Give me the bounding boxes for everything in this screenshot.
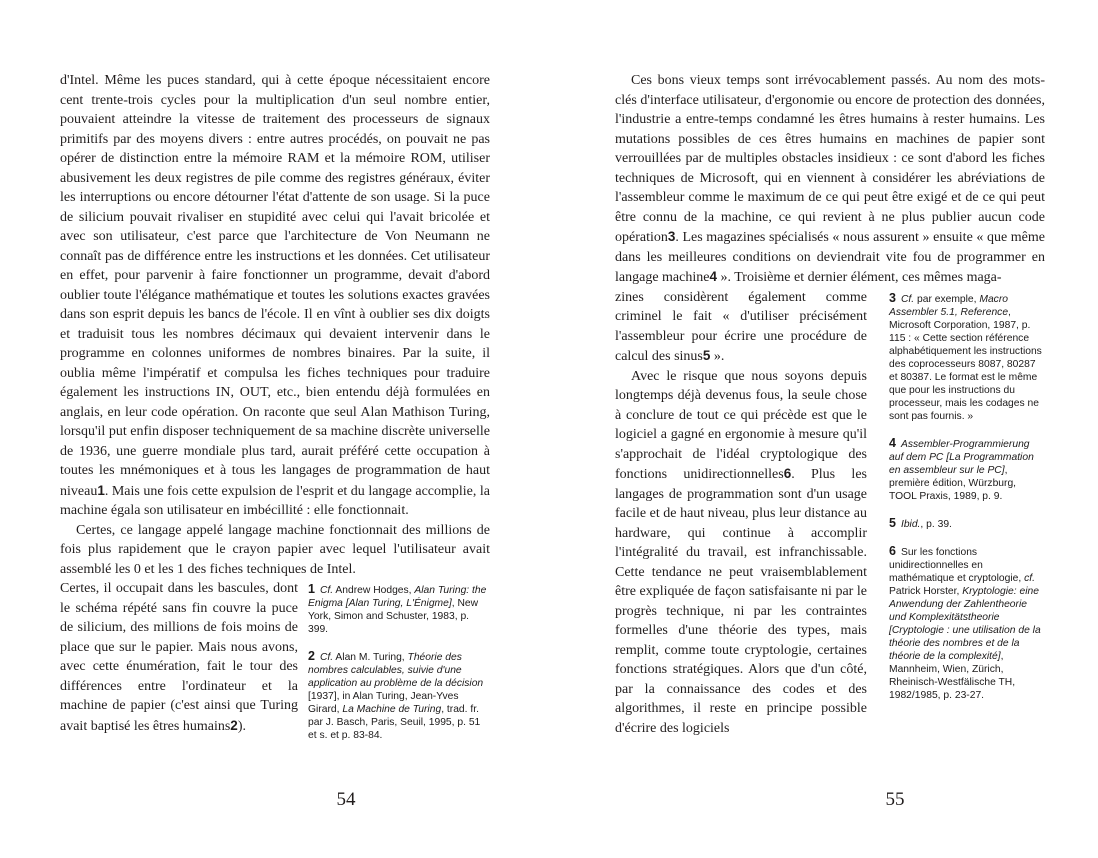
text-and-footnotes-row [615,288,1045,739]
page-55-text-block [615,71,1045,738]
footnote-5 [889,517,1045,531]
text-segment: , p. 39. [920,518,952,530]
text-segment: zines considèrent également comme criminel le fait « d'utiliser précisément l'assembleur pour écrire une procédure de calcul des sinus [615,289,867,364]
footnote-reference-marker: 4 [709,269,717,284]
text-and-footnotes-row [60,579,490,742]
footnote-reference-marker: 5 [702,348,711,363]
footnote-number: 2 [308,649,315,663]
text-segment: Ibid. [900,518,921,530]
footnotes-column [889,288,1045,702]
text-segment: par exemple, [914,293,980,305]
text-segment: , trad. fr. par J. Basch, Paris, Seuil, 1995, p. 51 et s. et p. 83-84. [308,704,481,741]
footnote-number: 1 [308,582,315,596]
text-segment: Alan Turing: the Enigma [Alan Turing, L'Énigme] [308,585,487,609]
text-segment: ». [710,349,725,364]
text-segment: La Machine de Turing [342,704,442,715]
footnote-reference-marker: 1 [97,482,105,498]
footnote-number: 3 [889,290,896,305]
footnote-number: 5 [889,515,896,530]
footnote-number: 6 [889,543,896,558]
footnote-3 [889,292,1045,423]
footnotes-column [308,579,490,742]
text-segment: , Mannheim, Wien, Zürich, Rheinisch-Westfälische TH, 1982/1985, p. 23-27. [889,650,1016,701]
footnote-6 [889,545,1045,702]
text-segment: Avec le risque que nous soyons depuis longtemps déjà devenus fous, la seule chose à conclure de tout ce qui précède est que le logiciel a gagné en ergonomie à mesure qu'il s'approchait de l'idéal cryptologique des fonctions unidirectionnelles [615,368,867,482]
paragraph-continuation [615,288,867,367]
text-segment: , Microsoft Corporation, 1987, p. 115 : « Cette section référence alphabétiquement les instructions des coprocesseurs 8087, 80287 et 80387. Le format est le même que pour les instructions du processeur, mais les codages ne sont pas fournis. » [889,306,1042,422]
text-segment: Théorie des nombres calculables, suivie d'une application au problème de la décision [308,652,484,689]
text-segment: Assembler-Programmierung auf dem PC [La Programmation en assembleur sur le PC] [889,438,1034,476]
footnote-1 [308,583,490,636]
footnote-reference-marker: 2 [230,717,238,733]
text-segment: Patrick Horster, [889,585,963,597]
text-segment: . Les magazines spécialisés « nous assurent » ensuite « que même dans les meilleures conditions on deviendrait vite fou de programmer en langage machine [615,230,1045,285]
narrow-text-column [615,288,867,739]
text-segment: . Plus les langages de programmation sont d'un usage facile et de haut niveau, plus leur distance au hardware, qui continue à accomplir l'intégralité du travail, est infranchissable. Cette tendance ne peut vraisemblablement être expliquée de façon satisfaisante ni par le progrès technique, ni par les contraintes formelles d'une théorie des types, mais remplit, comme toute cryptologie, certaines fonctions stratégiques. Alors que d'un côté, par la connaissance des codes et des algorithmes, il reste en principe possible d'écrire des logiciels [615,467,867,736]
paragraph [60,521,490,580]
paragraph-continuation [60,579,298,736]
text-segment: d'Intel. Même les puces standard, qui à cette époque nécessitaient encore cent trente-trois cycles pour la multiplication d'un seul nombre entier, pouvaient atteindre la vitesse de traitement des processeurs de signaux primitifs par des moyens divers : entre autres procédés, on pouvait ne pas opérer de distinction entre la mémoire RAM et la mémoire ROM, utiliser abusivement les deux registres de pile comme des registres généraux, éviter les interruptions ou encore détourner l'état d'attente de son usage. Si la puce de silicium pouvait rivaliser en stupidité avec celui qui l'avait bricolée et avec son utilisateur, c'est parce que l'architecture de Von Neumann ne connaît pas de différence entre les instructions et les données. Cet utilisateur en effet, pour parvenir à faire fonctionner un programme, devait d'abord oublier toute l'élégance mathématique et toutes les solutions exactes gravées dans son esprit depuis les bancs de l'école. Il en vînt à oublier ses dix doigts et traduisit tous les nombres décimaux qui devaient intervenir dans le programme en colonnes uniformes de nombres binaires. Par la suite, il oublia même l'impératif et compulsa les fiches techniques pour traduire également les instructions IN, OUT, etc., bien entendu déjà formulées en anglais, en leur code opération. On raconte que seul Alan Mathison Turing, lorsqu'il put enfin disposer techniquement de sa machine discrète universelle de 1936, une guerre mondiale plus tard, aurait préféré cette occupation à toutes les mnémoniques et à tous les langages de programmation de haut niveau [60,73,490,499]
footnote-4 [889,437,1045,503]
text-segment: cf. [1024,572,1035,584]
footnote-number: 4 [889,435,896,450]
text-segment: , première édition, Würzburg, TOOL Praxis, 1989, p. 9. [889,464,1017,502]
footnote-2 [308,650,490,742]
footnote-reference-marker: 3 [667,229,676,244]
text-segment: Certes, ce langage appelé langage machine fonctionnait des millions de fois plus rapidement que le crayon papier avec lequel l'utilisateur avait assemblé les 0 et les 1 des fiches techniques de Intel. [60,522,490,577]
paragraph [615,71,1045,288]
paragraph [615,367,867,739]
text-segment: Sur les fonctions unidirectionnelles en mathématique et cryptologie, [889,546,1025,584]
page-number-left: 54 [336,789,356,810]
text-segment: ). [237,718,246,734]
text-segment: . Mais une fois cette expulsion de l'esprit et du langage accomplie, la machine égala son utilisateur en imbécillité : elle fonctionnait. [60,483,490,518]
text-segment: Kryptologie: eine Anwendung der Zahlentheorie und Komplexitätstheorie [Cryptologie : une utilisation de la théorie des nombres et de la théorie de la complexité] [889,585,1041,662]
text-segment: Certes, il occupait dans les bascules, dont le schéma répété sans fin couvre la puce de silicium, des millions de fois moins de place que sur le papier. Mais nous avons, avec cette énumération, fait le tour des différences entre l'ordinateur et la machine de papier (c'est ainsi que Turing avait baptisé les êtres humains [60,581,298,734]
paragraph-continuation [60,71,490,521]
text-segment: Macro Assembler 5.1, Reference [889,293,1009,318]
page-55 [549,0,1098,858]
footnote-reference-marker: 6 [783,466,792,481]
text-segment: [1937], in Alan Turing, Jean-Yves Girard, [308,691,459,715]
text-segment: , New York, Simon and Schuster, 1983, p. 399. [308,598,479,635]
text-segment: Alan M. Turing, [333,652,408,663]
page-54-text-block [60,71,490,742]
text-segment: ». Troisième et dernier élément, ces mêmes maga- [716,270,1002,285]
text-segment: Cf. [900,293,915,305]
text-segment: Andrew Hodges, [333,585,415,596]
narrow-text-column [60,579,298,736]
text-segment: Cf. [319,652,334,663]
page-number-right: 55 [885,789,905,810]
text-segment: Ces bons vieux temps sont irrévocablement passés. Au nom des mots-clés d'interface utilisateur, d'ergonomie ou encore de protection des données, l'industrie a entre-temps condamné les êtres humains à rester humains. Les mutations possibles de ces êtres humains en machines de papier sont verrouillées par de multiples obstacles insidieux : ce sont d'abord les fiches techniques de Microsoft, qui en viennent à considérer les abréviations de l'assembleur comme le maximum de ce qui peut être exigé et de ce qui peut être connu de la machine, ce qui revient à ne plus publier aucun code opération [615,73,1045,245]
text-segment: Cf. [319,585,334,596]
